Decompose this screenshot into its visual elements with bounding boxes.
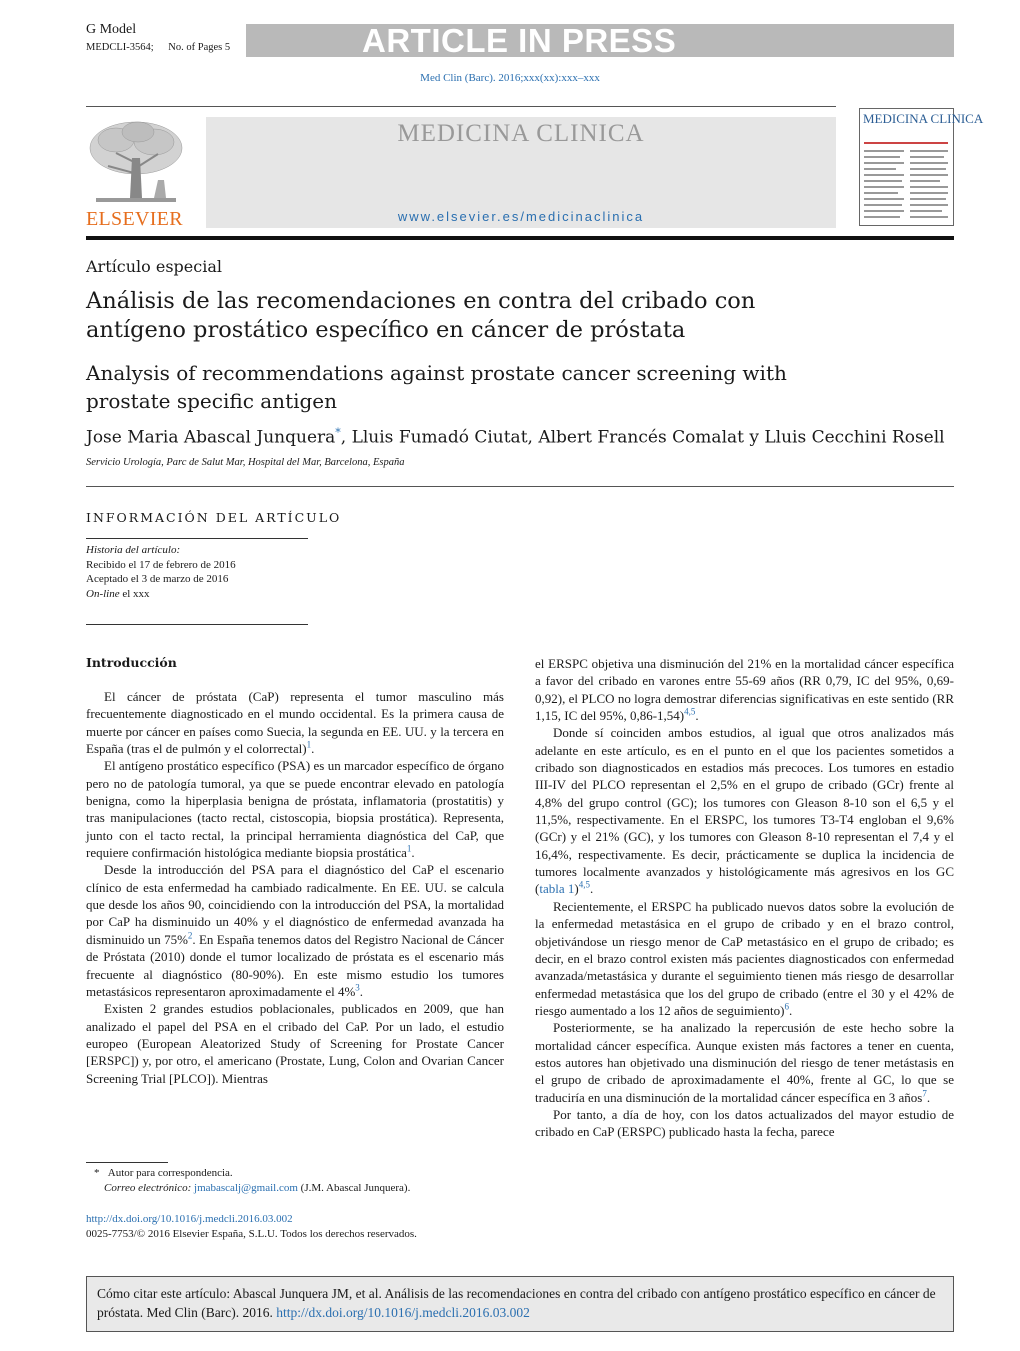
email-owner: (J.M. Abascal Junquera). <box>297 1182 411 1194</box>
doi-link[interactable]: http://dx.doi.org/10.1016/j.medcli.2016.03.002 <box>86 1213 293 1225</box>
reference-link[interactable]: 2 <box>187 930 193 941</box>
reference-link[interactable]: 6 <box>784 1001 789 1012</box>
paragraph: Donde sí coinciden ambos estudios, al igual que otros analizados más adelante en este artículo, es en el punto en el que los pacientes sometidos a cribado son diagnosticados en estadios más precoces. Los tumores en estadio III-IV del PLCO representan el 2,5% en el grupo de cribado (GCr) frente al 4,8% del grupo control (GC); los tumores con Gleason 8-10 son el 6,5 y el 11,5%, respectivamente. En el ERSPC, los tumores T3-T4 engloban el 9,6% (GCr) y el 21% (GC), y los tumores con Gleason 8-10 representan el 7,4 y el 16,4%, respectivamente. Es decir, prácticamente se duplica la incidencia de tumores localmente avanzados y histológicamente más agresivos en los GC (tabla 1)$^{4,5}$. <box>535 725 954 897</box>
online-label: On-line <box>86 587 120 600</box>
first-author: Jose Maria Abascal Junquera <box>86 427 336 448</box>
online-date: el xxx <box>119 587 150 600</box>
elsevier-wordmark: ELSEVIER <box>86 208 183 230</box>
affiliation: Servicio Urología, Parc de Salut Mar, Hospital del Mar, Barcelona, España <box>86 457 405 468</box>
citebox-doi-link[interactable]: http://dx.doi.org/10.1016/j.medcli.2016.03.002 <box>276 1305 530 1320</box>
journal-name: MEDICINA CLINICA <box>397 120 645 147</box>
article-type: Artículo especial <box>86 257 222 276</box>
article-info-heading: INFORMACIÓN DEL ARTÍCULO <box>86 510 342 525</box>
paragraph: Desde la introducción del PSA para el diagnóstico del CaP el escenario clínico de esta enfermedad ha cambiado radicalmente. En EE. UU. se calcula que desde los años 90, coincidiendo con la introducción del PSA, la mortalidad por CaP ha disminuido un 40% y el diagnóstico de enfermedad avanzada ha disminuido un 75%$^2$. En España tenemos datos del Registro Nacional de Cáncer de Próstata (2010) donde el tumor localizado de próstata es el escenario más frecuente al diagnóstico (80-90%). En este mismo estudio los tumores metastásicos representaron aproximadamente el 4%$^3$. <box>86 862 504 999</box>
cover-title: MEDICINA CLINICA <box>863 111 984 126</box>
corresponding-label: Autor para correspondencia. <box>107 1167 233 1179</box>
title-spanish: Análisis de las recomendaciones en contra del cribado con antígeno prostático específico en cáncer de próstata <box>86 288 756 343</box>
paragraph: Por tanto, a día de hoy, con los datos actualizados del mayor estudio de cribado en CaP (ERSPC) publicado hasta la fecha, parece <box>535 1106 954 1140</box>
history-label: Historia del artículo: <box>86 544 181 556</box>
reference-link[interactable]: 3 <box>355 982 360 993</box>
doc-code: MEDCLI-3564; <box>86 42 154 53</box>
received-date: Recibido el 17 de febrero de 2016 <box>86 558 236 571</box>
reference-link[interactable]: 4,5 <box>578 880 590 891</box>
title-english: Analysis of recommendations against prostate cancer screening with prostate specific antigen <box>86 361 787 413</box>
footnote-rule <box>86 1162 168 1163</box>
journal-citation-link[interactable]: Med Clin (Barc). 2016;xxx(xx):xxx–xxx <box>420 72 600 84</box>
paragraph: el ERSPC objetiva una disminución del 21% en la mortalidad cáncer específica a favor del cribado en varones entre 55-69 años (RR 0,79, IC del 95%, 0,69-0,92), el PLCO no logra demostrar diferencias significativas en este sentido (RR 1,15, IC del 95%, 0,86-1,54)$^{4,5}$. <box>535 656 954 724</box>
g-model-label: G Model <box>86 22 137 37</box>
paragraph: El cáncer de próstata (CaP) representa el tumor masculino más frecuentemente diagnosticado en el mundo occidental. Es la primera causa de muerte por cáncer en países como Suecia, la segunda en EE. UU. y la tercera en España (tras el de pulmón y el colorrectal)$^1$. <box>86 689 504 757</box>
corresponding-author-footnote <box>94 1166 410 1196</box>
table-1-link[interactable]: tabla 1 <box>539 881 575 897</box>
other-authors: , Lluis Fumadó Ciutat, Albert Francés Comalat y Lluis Cecchini Rosell <box>340 427 945 448</box>
journal-url-link[interactable]: www.elsevier.es/medicinaclinica <box>397 209 645 224</box>
reference-link[interactable]: 1 <box>406 843 412 854</box>
author-list <box>86 426 945 448</box>
reference-link[interactable]: 4,5 <box>684 706 696 717</box>
footnote-mark: * <box>94 1167 100 1179</box>
accepted-date: Aceptado el 3 de marzo de 2016 <box>86 573 229 585</box>
paragraph: El antígeno prostático específico (PSA) es un marcador específico de órgano pero no de patología tumoral, ya que se puede encontrar elevado en patología benigna, como la hiperplasia benigna de próstata, inflamatoria (prostatitis) y tras manipulaciones (tacto rectal, cistoscopia, biopsia prostática). Representa, junto con el tacto rectal, la principal herramienta diagnóstica del CaP, que requiere confirmación histológica mediante biopsia prostática$^1$. <box>86 758 504 861</box>
paragraph: Existen 2 grandes estudios poblacionales, publicados en 2009, que han analizado el papel del PSA en el cribado del CaP. Por un lado, el estudio europeo (European Aleatorized Study of Screening for Prostate Cancer [ERSPC]) y, por otro, el americano (Prostate, Lung, Colon and Ovarian Cancer Screening Trial [PLCO]). Mientras <box>86 1001 504 1086</box>
document-id <box>86 42 242 53</box>
email-link[interactable]: jmabascalj@gmail.com <box>194 1182 298 1194</box>
how-to-cite-box <box>86 1276 954 1332</box>
body-column-left <box>86 688 504 1087</box>
header-divider <box>86 106 836 107</box>
reference-link[interactable]: 1 <box>306 739 312 750</box>
paragraph: Recientemente, el ERSPC ha publicado nuevos datos sobre la evolución de la enfermedad metastásica en el grupo de cribado y en el brazo control, objetivándose un riesgo menor de CaP metastásico en el grupo de cribado; es decir, en el brazo control existen más pacientes diagnosticados con enfermedad avanzada/metastásica y durante el seguimiento tienen más riesgo de desarrollar enfermedad metastásica que los del grupo de cribado (entre el 30 y el 42% de riesgo aumentado a los 12 años de seguimiento)$^6$. <box>535 898 954 1018</box>
how-to-cite-text: Cómo citar este artículo: Abascal Junquera JM, et al. Análisis de las recomendaciones en contra del cribado con antígeno prostático específico en cáncer de próstata. Med Clin (Barc). 2016. <box>97 1286 936 1320</box>
doi-block <box>86 1212 417 1242</box>
copyright: 0025-7753/© 2016 Elsevier España, S.L.U. Todos los derechos reservados. <box>86 1228 417 1240</box>
reference-link[interactable]: 7 <box>922 1088 927 1099</box>
paragraph: Posteriormente, se ha analizado la repercusión de este hecho sobre la mortalidad cáncer específica. Aunque existen más factores a tener en cuenta, estos autores han objetivado una disminución del riesgo de tener metástasis en el grupo de cribado de aproximadamente el 40%, frente al GC, lo que se traduciría en una disminución de la mortalidad cáncer específica en 3 años$^7$. <box>535 1020 954 1105</box>
info-rule-top <box>86 538 308 539</box>
body-column-right <box>535 655 954 1141</box>
info-rule-bottom <box>86 624 308 625</box>
corresponding-author-mark[interactable]: * <box>335 426 341 439</box>
article-in-press-banner: ARTICLE IN PRESS <box>246 24 954 57</box>
title-divider <box>86 486 954 487</box>
article-history <box>86 543 236 601</box>
email-label: Correo electrónico: <box>104 1182 192 1194</box>
section-title-introduccion: Introducción <box>86 655 177 670</box>
page-count: No. of Pages 5 <box>168 42 231 53</box>
header-thick-rule <box>86 236 954 240</box>
